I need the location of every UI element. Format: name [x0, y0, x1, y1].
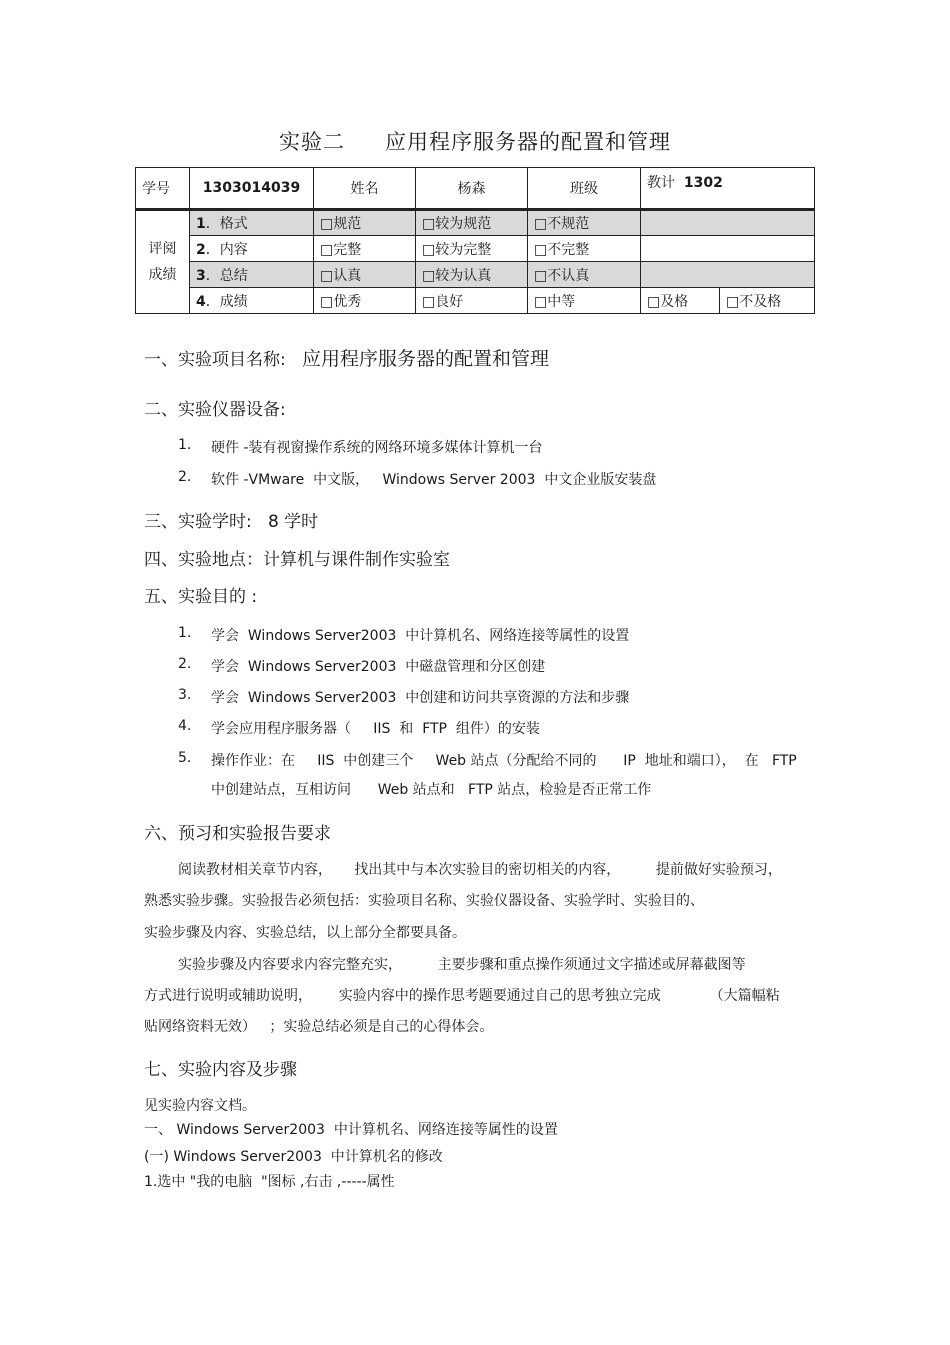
section-4-heading: 四、实验地点：计算机与课件制作实验室: [144, 550, 450, 570]
list-item-num: 2.: [178, 656, 192, 672]
title-part2: 应用程序服务器的配置和管理: [385, 130, 671, 154]
grade-option[interactable]: □较为规范: [416, 210, 528, 236]
grade-label: [136, 210, 190, 314]
list-item-num: 2.: [178, 469, 192, 485]
criterion-num: 2: [196, 241, 206, 258]
criterion-label: 格式: [219, 216, 248, 232]
grade-criterion: 3．总结: [190, 262, 314, 288]
list-item: 学会 Windows Server2003 中创建和访问共享资源的方法和步骤: [211, 690, 630, 706]
list-item: 硬件 -装有视窗操作系统的网络环境多媒体计算机一台: [211, 440, 543, 456]
grade-option[interactable]: □中等: [528, 288, 641, 314]
name-label: 姓名: [314, 168, 416, 210]
class-value: 1302: [683, 175, 723, 191]
list-item: 操作作业：在 IIS 中创建三个 Web 站点（分配给不同的 IP 地址和端口）， 在 FTP: [211, 753, 797, 769]
paragraph-line: 方式进行说明或辅助说明， 实验内容中的操作思考题要通过自己的思考独立完成 （大篇幅粘: [144, 988, 780, 1004]
title-part1: 实验二: [279, 130, 345, 154]
grade-option[interactable]: □较为完整: [416, 236, 528, 262]
grade-option[interactable]: □不规范: [528, 210, 641, 236]
grade-option[interactable]: □不完整: [528, 236, 641, 262]
class-prefix: 教计: [647, 175, 675, 191]
criterion-num: 1: [196, 216, 206, 232]
section-7-heading: 七、实验内容及步骤: [144, 1060, 297, 1080]
list-item: 学会 Windows Server2003 中计算机名、网络连接等属性的设置: [211, 628, 630, 644]
student-id-label: 学号: [136, 168, 190, 210]
grade-row: [136, 262, 815, 288]
grade-row: [136, 210, 815, 236]
paragraph-line: 熟悉实验步骤。实验报告必须包括：实验项目名称、实验仪器设备、实验学时、实验目的、: [144, 893, 704, 909]
paragraph-line: 1.选中 "我的电脑 "图标 ,右击 ,-----属性: [144, 1174, 395, 1190]
grade-option[interactable]: □及格: [641, 288, 720, 314]
section-3-label: 三、实验学时:: [144, 512, 252, 532]
paragraph-line: 一、 Windows Server2003 中计算机名、网络连接等属性的设置: [144, 1122, 558, 1138]
grade-option[interactable]: □较为认真: [416, 262, 528, 288]
paragraph-line: 实验步骤及内容要求内容完整充实， 主要步骤和重点操作须通过文字描述或屏幕截图等: [178, 957, 746, 973]
paragraph-line: (一) Windows Server2003 中计算机名的修改: [144, 1149, 443, 1165]
page-title: [0, 126, 950, 156]
class-label: 班级: [528, 168, 641, 210]
list-item: 学会 Windows Server2003 中磁盘管理和分区创建: [211, 659, 546, 675]
criterion-label: 总结: [219, 267, 248, 284]
student-id: 1303014039: [190, 168, 314, 210]
grade-criterion: 4．成绩: [190, 288, 314, 314]
list-item-num: 1.: [178, 437, 192, 453]
paragraph-line: 见实验内容文档。: [144, 1098, 256, 1114]
class-value-cell: [641, 168, 815, 210]
grade-criterion: 1．格式: [190, 210, 314, 236]
section-1-label: 一、实验项目名称:: [144, 350, 286, 370]
criterion-num: 3: [196, 267, 206, 284]
list-item-num: 5.: [178, 750, 192, 766]
grade-empty: [641, 262, 815, 288]
section-2-heading: 二、实验仪器设备:: [144, 400, 286, 420]
list-item: 学会应用程序服务器（ IIS 和 FTP 组件）的安装: [211, 721, 540, 737]
grade-option[interactable]: □优秀: [314, 288, 416, 314]
list-item-continued: 中创建站点，互相访问 Web 站点和 FTP 站点，检验是否正常工作: [211, 782, 652, 798]
grade-option[interactable]: □认真: [314, 262, 416, 288]
paragraph-line: 贴网络资料无效） ；实验总结必须是自己的心得体会。: [144, 1019, 494, 1035]
list-item: 软件 -VMware 中文版， Windows Server 2003 中文企业版安装盘: [211, 472, 657, 488]
grade-empty: [641, 236, 815, 262]
grade-option[interactable]: □完整: [314, 236, 416, 262]
list-item-num: 1.: [178, 625, 192, 641]
grade-option[interactable]: □不及格: [720, 288, 815, 314]
criterion-label: 成绩: [219, 293, 248, 310]
grade-criterion: 2．内容: [190, 236, 314, 262]
grade-option[interactable]: □良好: [416, 288, 528, 314]
section-1-value: 应用程序服务器的配置和管理: [301, 348, 549, 370]
grade-row: [136, 236, 815, 262]
grade-option[interactable]: □规范: [314, 210, 416, 236]
list-item-num: 3.: [178, 687, 192, 703]
info-row: [136, 168, 815, 210]
info-table: [135, 167, 815, 314]
grade-empty: [641, 210, 815, 236]
paragraph-line: 阅读教材相关章节内容， 找出其中与本次实验目的密切相关的内容， 提前做好实验预习，: [178, 862, 782, 878]
criterion-num: 4: [196, 293, 206, 310]
section-1-heading: [144, 344, 549, 371]
name-value: 杨森: [416, 168, 528, 210]
section-3-value: 8 学时: [267, 512, 319, 532]
grade-label-1: 评阅: [148, 241, 177, 257]
section-3-heading: [144, 507, 318, 532]
grade-option[interactable]: □不认真: [528, 262, 641, 288]
section-5-heading: 五、实验目的 :: [144, 587, 258, 607]
criterion-label: 内容: [219, 241, 248, 258]
section-6-heading: 六、预习和实验报告要求: [144, 824, 331, 844]
paragraph-line: 实验步骤及内容、实验总结，以上部分全都要具备。: [144, 925, 466, 941]
list-item-num: 4.: [178, 718, 192, 734]
grade-label-2: 成绩: [148, 267, 177, 283]
grade-row: [136, 288, 815, 314]
